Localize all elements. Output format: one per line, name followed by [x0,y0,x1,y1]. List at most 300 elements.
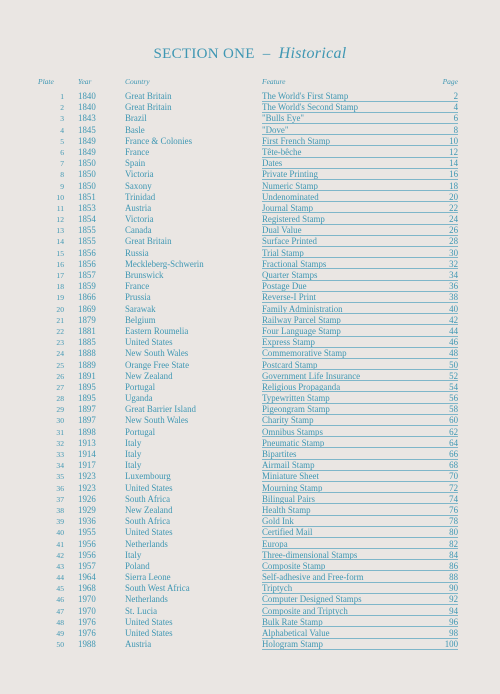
feature-cell: Europa [262,538,288,549]
table-row [0,292,500,303]
plate-number: 5 [60,136,64,146]
feature-cell: "Dove" [262,124,289,135]
table-row [0,315,500,326]
plate-number: 49 [56,629,64,638]
header-plate: Plate [38,77,54,86]
country-cell: Austria [125,202,152,213]
country-cell: Meckleberg-Schwerin [125,258,204,269]
page-number: 80 [449,527,458,538]
country-cell: Austria [125,639,152,650]
feature-cell: Reverse-I Print [262,292,316,303]
country-cell: New South Wales [125,415,189,426]
table-row [0,415,500,426]
table-row [0,628,500,639]
header-year: Year [78,77,92,86]
table-row [0,337,500,348]
page-number: 12 [449,146,458,157]
plate-number: 9 [60,181,64,191]
country-cell: Sierra Leone [125,572,171,583]
feature-cell: Bipartites [262,449,297,459]
year-cell: 1849 [78,135,96,146]
table-row [0,471,500,482]
table-row [0,181,500,192]
country-cell: Portugal [125,426,156,437]
section-heading: SECTION ONE [153,46,255,62]
feature-cell: Journal Stamp [262,202,314,213]
country-cell: Brazil [125,113,147,124]
country-cell: Prussia [125,292,151,303]
page-number: 94 [449,605,458,616]
country-cell: Great Britain [125,91,172,101]
table-row [0,438,500,449]
page-number: 64 [449,437,458,448]
table-row [0,483,500,494]
feature-cell: Registered Stamp [262,214,325,225]
country-cell: United States [125,628,173,638]
table-row [0,606,500,617]
country-cell: Great Britain [125,102,172,113]
year-cell: 1850 [78,169,96,180]
plate-number: 17 [56,271,64,280]
feature-cell: Alphabetical Value [262,628,330,638]
year-cell: 1898 [78,426,96,437]
table-row [0,516,500,527]
feature-cell: Typewritten Stamp [262,393,330,404]
page-number: 96 [449,616,458,627]
table-row [0,550,500,561]
plate-number: 40 [56,528,64,538]
feature-cell: Private Printing [262,169,318,180]
feature-cell: Railway Parcel Stamp [262,314,341,325]
plate-number: 16 [56,259,64,269]
table-row [0,270,500,281]
page-number: 24 [449,214,458,225]
feature-cell: Quarter Stamps [262,270,318,280]
plate-number: 4 [60,125,64,135]
table-row [0,125,500,136]
plate-number: 15 [56,248,64,258]
plate-number: 36 [56,483,64,493]
feature-cell: Health Stamp [262,504,311,515]
plate-number: 30 [56,416,64,426]
country-cell: Poland [125,560,150,571]
plate-number: 19 [56,293,64,303]
year-cell: 1897 [78,415,96,426]
table-row [0,449,500,460]
year-cell: 1923 [78,471,96,482]
plate-number: 13 [56,226,64,236]
header-country: Country [125,77,150,86]
year-cell: 1895 [78,381,96,392]
table-row [0,158,500,169]
page-number: 60 [449,415,458,426]
plate-number: 39 [56,517,64,527]
country-cell: New Zealand [125,504,173,515]
page-number: 46 [449,337,458,348]
feature-cell: Family Administration [262,303,343,314]
plate-number: 18 [56,282,64,292]
table-row [0,192,500,203]
country-cell: Great Barrier Island [125,404,196,415]
table-row [0,371,500,382]
year-cell: 1956 [78,549,96,560]
year-cell: 1855 [78,236,96,247]
country-cell: Luxembourg [125,471,171,482]
year-cell: 1840 [78,91,96,101]
page-number: 52 [449,370,458,381]
table-row [0,225,500,236]
year-cell: 1936 [78,516,96,527]
header-page: Page [442,77,458,86]
year-cell: 1964 [78,572,96,583]
country-cell: Sarawak [125,303,156,314]
plate-number: 34 [56,461,64,471]
plate-number: 47 [56,606,64,616]
table-row [0,527,500,538]
plate-number: 14 [56,237,64,247]
year-cell: 1917 [78,460,96,471]
table-row [0,360,500,371]
country-cell: Portugal [125,381,156,392]
year-cell: 1843 [78,113,96,124]
table-row [0,572,500,583]
page-number: 74 [449,493,458,504]
table-row [0,617,500,628]
country-cell: United States [125,482,173,493]
country-cell: Trinidad [125,191,156,202]
year-cell: 1850 [78,158,96,169]
feature-cell: Composite and Triptych [262,605,348,616]
table-row [0,203,500,214]
feature-cell: Trial Stamp [262,247,304,258]
plate-number: 37 [56,494,64,504]
plate-number: 46 [56,595,64,605]
plate-number: 38 [56,505,64,515]
table-row [0,393,500,404]
country-cell: Victoria [125,169,154,180]
page-number: 22 [449,202,458,213]
table-row [0,427,500,438]
feature-cell: Mourning Stamp [262,482,323,493]
year-cell: 1856 [78,247,96,258]
country-cell: Russia [125,247,149,258]
plate-number: 12 [56,215,64,225]
feature-cell: Airmail Stamp [262,460,315,471]
feature-cell: Dual Value [262,225,302,236]
page-number: 88 [449,572,458,583]
plate-number: 31 [56,427,64,437]
country-cell: Orange Free State [125,359,190,370]
year-cell: 1885 [78,337,96,348]
country-cell: France [125,281,150,292]
country-cell: United States [125,527,173,538]
table-row [0,404,500,415]
page-number: 44 [449,325,458,336]
page-number: 82 [449,538,458,549]
table-row [0,561,500,572]
feature-cell: Government Life Insurance [262,370,361,381]
plate-number: 28 [56,394,64,404]
plate-number: 2 [60,103,64,113]
year-cell: 1859 [78,281,96,292]
page-number: 18 [449,180,458,191]
feature-cell: Tête-bêche [262,146,302,157]
country-cell: Basle [125,124,145,135]
table-row [0,169,500,180]
country-cell: Italy [125,460,142,471]
table-row [0,348,500,359]
page-number: 40 [449,303,458,314]
row-rule [262,649,458,650]
page-number: 4 [453,102,458,113]
year-cell: 1968 [78,583,96,594]
country-cell: Belgium [125,314,156,325]
plate-number: 48 [56,617,64,627]
country-cell: Great Britain [125,236,172,247]
country-cell: France & Colonies [125,135,193,146]
plate-number: 35 [56,472,64,482]
feature-cell: "Bulls Eye" [262,113,305,124]
feature-cell: The World's Second Stamp [262,102,359,113]
plate-number: 22 [56,326,64,336]
feature-cell: Surface Printed [262,236,317,247]
year-cell: 1929 [78,504,96,515]
country-cell: Italy [125,549,142,560]
title-dash: – [262,46,271,62]
plate-number: 41 [56,539,64,549]
column-header-row [0,77,500,89]
page-number: 10 [449,135,458,146]
plate-number: 21 [56,315,64,325]
year-cell: 1970 [78,594,96,605]
table-row [0,460,500,471]
page-number: 28 [449,236,458,247]
page-number: 2 [453,91,458,101]
plate-number: 10 [56,192,64,202]
country-cell: Canada [125,225,152,236]
year-cell: 1955 [78,527,96,538]
feature-cell: Religious Propaganda [262,381,341,392]
plate-number: 23 [56,338,64,348]
table-row [0,102,500,113]
year-cell: 1923 [78,482,96,493]
feature-cell: Postage Due [262,281,307,292]
feature-cell: Postcard Stamp [262,359,318,370]
plate-number: 27 [56,382,64,392]
country-cell: Brunswick [125,270,164,280]
table-row [0,236,500,247]
page-number: 84 [449,549,458,560]
plate-number: 43 [56,561,64,571]
year-cell: 1881 [78,325,96,336]
country-cell: Victoria [125,214,154,225]
year-cell: 1926 [78,493,96,504]
feature-cell: Miniature Sheet [262,471,319,482]
feature-cell: Bilingual Pairs [262,493,316,504]
page-number: 48 [449,348,458,359]
year-cell: 1891 [78,370,96,381]
page-number: 98 [449,628,458,638]
feature-cell: Certified Mail [262,527,313,538]
year-cell: 1856 [78,258,96,269]
country-cell: South West Africa [125,583,190,594]
year-cell: 1857 [78,270,96,280]
page-number: 100 [444,639,458,650]
year-cell: 1879 [78,314,96,325]
feature-cell: Undenominated [262,191,319,202]
feature-cell: Pigeongram Stamp [262,404,330,415]
country-cell: Spain [125,158,146,169]
plate-number: 11 [56,203,64,213]
page-number: 72 [449,482,458,493]
table-row [0,91,500,102]
feature-cell: Three-dimensional Stamps [262,549,358,560]
plate-number: 29 [56,405,64,415]
plate-number: 42 [56,550,64,560]
feature-cell: Charity Stamp [262,415,314,426]
year-cell: 1914 [78,449,96,459]
table-row [0,113,500,124]
table-row [0,304,500,315]
plate-number: 3 [60,114,64,124]
page-number: 34 [449,270,458,280]
feature-cell: First French Stamp [262,135,331,146]
feature-cell: Bulk Rate Stamp [262,616,323,627]
feature-cell: Composite Stamp [262,560,326,571]
year-cell: 1889 [78,359,96,370]
page-number: 58 [449,404,458,415]
page-number: 76 [449,504,458,515]
year-cell: 1840 [78,102,96,113]
page-number: 26 [449,225,458,236]
plate-number: 45 [56,584,64,594]
page-number: 38 [449,292,458,303]
year-cell: 1895 [78,393,96,404]
feature-cell: Fractional Stamps [262,258,327,269]
table-row [0,594,500,605]
year-cell: 1869 [78,303,96,314]
plate-number: 7 [60,159,64,169]
page-number: 14 [449,158,458,169]
feature-cell: Dates [262,158,283,169]
feature-cell: Express Stamp [262,337,315,348]
page-number: 36 [449,281,458,292]
table-row [0,539,500,550]
table-row [0,382,500,393]
header-feature: Feature [262,77,286,86]
feature-cell: Omnibus Stamps [262,426,323,437]
feature-cell: Pneumatic Stamp [262,437,325,448]
page-number: 68 [449,460,458,471]
table-row [0,281,500,292]
table-row [0,248,500,259]
country-cell: United States [125,616,173,627]
table-row [0,326,500,337]
year-cell: 1853 [78,202,96,213]
feature-cell: Numeric Stamp [262,180,318,191]
page-number: 20 [449,191,458,202]
country-cell: St. Lucia [125,605,158,616]
feature-cell: Computer Designed Stamps [262,594,362,605]
page-number: 50 [449,359,458,370]
feature-cell: Commemorative Stamp [262,348,347,359]
page-number: 86 [449,560,458,571]
year-cell: 1850 [78,180,96,191]
country-cell: Netherlands [125,594,168,605]
country-cell: South Africa [125,493,171,504]
year-cell: 1854 [78,214,96,225]
table-row [0,147,500,158]
page-number: 54 [449,381,458,392]
plate-number: 26 [56,371,64,381]
year-cell: 1970 [78,605,96,616]
plate-number: 50 [56,640,64,650]
country-cell: Italy [125,449,142,459]
page-number: 66 [449,449,458,459]
table-row [0,214,500,225]
plate-number: 8 [60,170,64,180]
page-number: 16 [449,169,458,180]
country-cell: Uganda [125,393,153,404]
table-row [0,259,500,270]
plate-number: 20 [56,304,64,314]
table-row [0,639,500,650]
page-number: 30 [449,247,458,258]
year-cell: 1897 [78,404,96,415]
contents-table [0,91,500,650]
year-cell: 1956 [78,538,96,549]
plate-number: 44 [56,573,64,583]
table-row [0,583,500,594]
country-cell: France [125,146,150,157]
page-number: 70 [449,471,458,482]
table-row [0,494,500,505]
plate-number: 6 [60,147,64,157]
table-row [0,505,500,516]
country-cell: Saxony [125,180,152,191]
country-cell: United States [125,337,173,348]
feature-cell: The World's First Stamp [262,91,349,101]
year-cell: 1988 [78,639,96,650]
page-title [0,45,500,63]
year-cell: 1849 [78,146,96,157]
page-number: 6 [453,113,458,124]
year-cell: 1913 [78,437,96,448]
plate-number: 33 [56,450,64,459]
page-number: 92 [449,594,458,605]
feature-cell: Gold Ink [262,516,294,527]
country-cell: New Zealand [125,370,173,381]
year-cell: 1851 [78,191,96,202]
country-cell: New South Wales [125,348,189,359]
year-cell: 1976 [78,628,96,638]
year-cell: 1866 [78,292,96,303]
year-cell: 1888 [78,348,96,359]
plate-number: 32 [56,438,64,448]
country-cell: Netherlands [125,538,168,549]
section-subtitle: Historical [278,45,347,62]
country-cell: Italy [125,437,142,448]
page-number: 56 [449,393,458,404]
feature-cell: Triptych [262,583,293,594]
page-number: 32 [449,258,458,269]
page-number: 78 [449,516,458,527]
feature-cell: Four Language Stamp [262,325,341,336]
page-number: 62 [449,426,458,437]
table-row [0,136,500,147]
plate-number: 24 [56,349,64,359]
year-cell: 1957 [78,560,96,571]
